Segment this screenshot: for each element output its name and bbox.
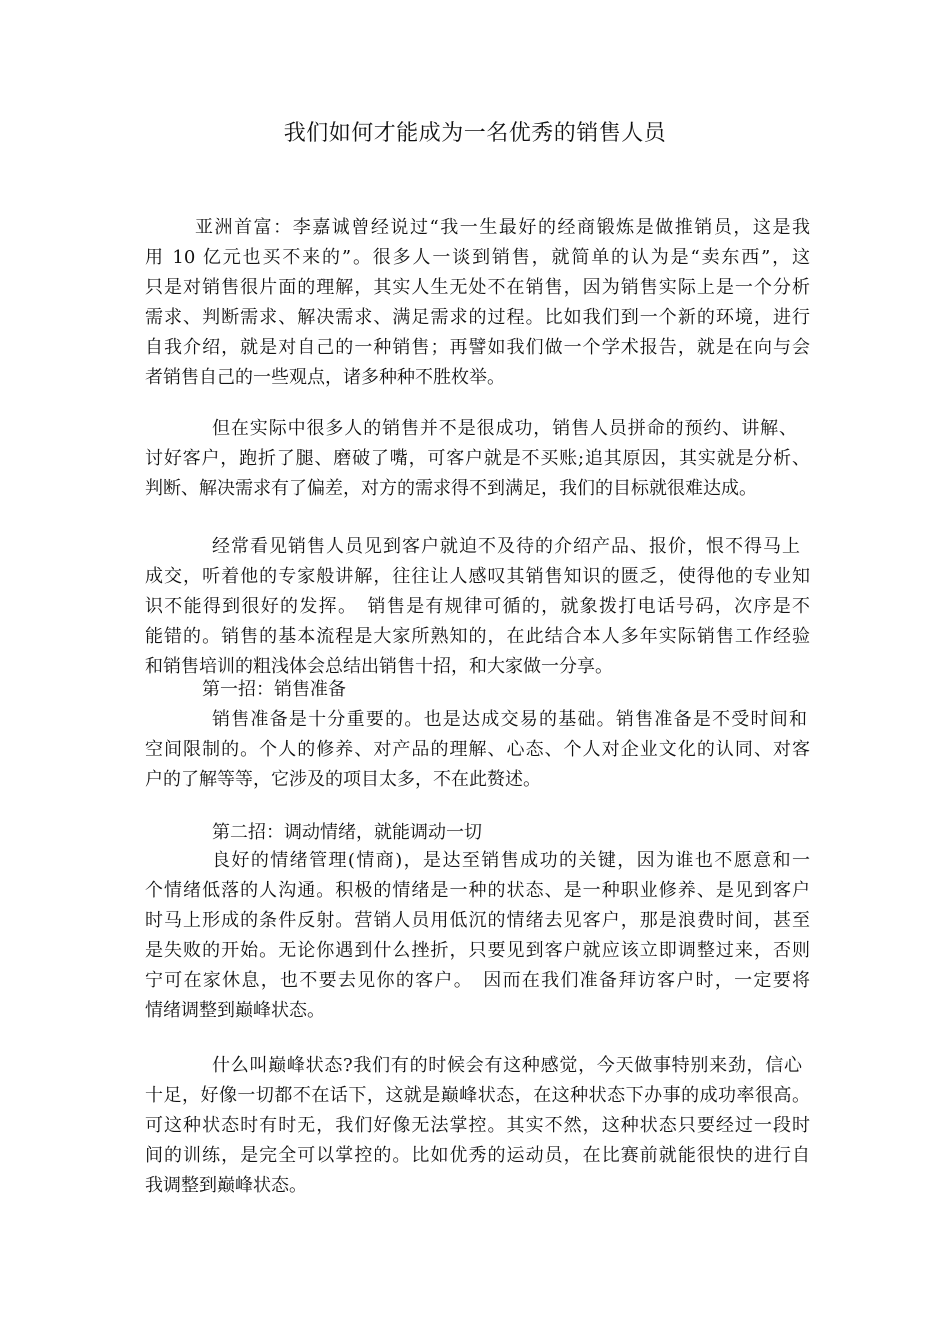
text-line: 讨好客户，跑折了腿、磨破了嘴，可客户就是不买账;追其原因，其实就是分析、 bbox=[145, 448, 810, 469]
text-line: 但在实际中很多人的销售并不是很成功，销售人员拼命的预约、讲解、 bbox=[212, 418, 797, 439]
text-line: 自我介绍，就是对自己的一种销售；再譬如我们做一个学术报告，就是在向与会 bbox=[145, 337, 810, 358]
text-line: 销售准备是十分重要的。也是达成交易的基础。销售准备是不受时间和 bbox=[212, 709, 807, 730]
section-heading: 第一招：销售准备 bbox=[202, 679, 346, 700]
text-line: 判断、解决需求有了偏差，对方的需求得不到满足，我们的目标就很难达成。 bbox=[145, 478, 757, 499]
text-line: 良好的情绪管理(情商)，是达至销售成功的关键，因为谁也不愿意和一 bbox=[212, 850, 810, 871]
text-line: 成交，听着他的专家般讲解，往往让人感叹其销售知识的匮乏，使得他的专业知 bbox=[145, 566, 810, 587]
text-line: 宁可在家休息，也不要去见你的客户。 因而在我们准备拜访客户时，一定要将 bbox=[145, 970, 810, 991]
text-line: 需求、判断需求、解决需求、满足需求的过程。比如我们到一个新的环境，进行 bbox=[145, 307, 810, 328]
text-line: 户的了解等等，它涉及的项目太多，不在此赘述。 bbox=[145, 769, 541, 790]
text-line: 时马上形成的条件反射。营销人员用低沉的情绪去见客户，那是浪费时间，甚至 bbox=[145, 910, 810, 931]
text-line: 是失败的开始。无论你遇到什么挫折，只要见到客户就应该立即调整过来，否则 bbox=[145, 940, 810, 961]
text-line: 亚洲首富：李嘉诚曾经说过“我一生最好的经商锻炼是做推销员，这是我 bbox=[195, 217, 810, 238]
text-line: 我调整到巅峰状态。 bbox=[145, 1175, 307, 1196]
text-line: 十足，好像一切都不在话下，这就是巅峰状态，在这种状态下办事的成功率很高。 bbox=[145, 1085, 810, 1106]
text-line: 能错的。销售的基本流程是大家所熟知的，在此结合本人多年实际销售工作经验 bbox=[145, 626, 810, 647]
text-line: 情绪调整到巅峰状态。 bbox=[145, 1000, 325, 1021]
text-line: 空间限制的。个人的修养、对产品的理解、心态、个人对企业文化的认同、对客 bbox=[145, 739, 810, 760]
text-line: 经常看见销售人员见到客户就迫不及待的介绍产品、报价，恨不得马上 bbox=[212, 536, 800, 557]
text-line: 可这种状态时有时无，我们好像无法掌控。其实不然，这种状态只要经过一段时 bbox=[145, 1115, 810, 1136]
text-line: 什么叫巅峰状态?我们有的时候会有这种感觉，今天做事特别来劲，信心 bbox=[212, 1055, 802, 1076]
text-line: 和销售培训的粗浅体会总结出销售十招，和大家做一分享。 bbox=[145, 656, 613, 677]
document-title: 我们如何才能成为一名优秀的销售人员 bbox=[283, 121, 667, 146]
text-line: 间的训练，是完全可以掌控的。比如优秀的运动员，在比赛前就能很快的进行自 bbox=[145, 1145, 810, 1166]
text-line: 用 10 亿元也买不来的”。很多人一谈到销售，就简单的认为是“卖东西”，这 bbox=[145, 247, 810, 268]
text-line: 只是对销售很片面的理解，其实人生无处不在销售，因为销售实际上是一个分析 bbox=[145, 277, 810, 298]
text-line: 个情绪低落的人沟通。积极的情绪是一种的状态、是一种职业修养、是见到客户 bbox=[145, 880, 810, 901]
text-line: 者销售自己的一些观点，诸多种种不胜枚举。 bbox=[145, 367, 505, 388]
text-line: 识不能得到很好的发挥。 销售是有规律可循的，就象拨打电话号码，次序是不 bbox=[145, 596, 810, 617]
section-heading: 第二招：调动情绪，就能调动一切 bbox=[212, 822, 482, 843]
